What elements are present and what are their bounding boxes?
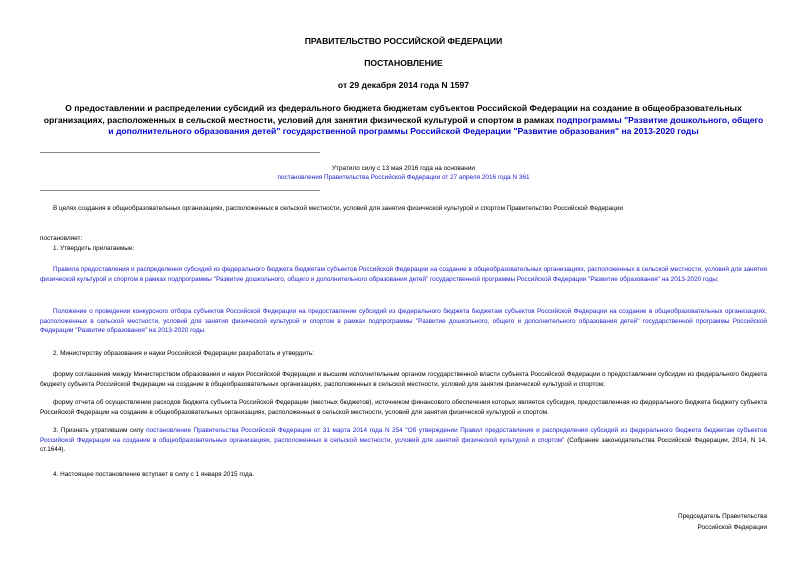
regulation-link[interactable]: Положение о проведении конкурсного отбора субъектов Российской Федерации на предоставление субсидий из федерального бюджета бюджетам субъектов Российской Федерации на создание в общеобразовательных организациях, расположенных в сельской местности, условий для занятия физической культурой и спортом в рамках подпрограммы "Развитие дошкольного, общего и дополнительного образования детей" государственной программы Российской Федерации "Развитие образования" на 2013-2020 годы. [40, 308, 767, 335]
item-3-text: 3. Признать утратившим силу [53, 427, 147, 434]
title-program-link[interactable]: подпрограммы "Развитие дошкольного, общего и дополнительного образования детей" государственной программы Российской Федерации "Развитие образования" на 2013-2020 годы [108, 114, 764, 137]
document-type: ПОСТАНОВЛЕНИЕ [364, 58, 443, 68]
title-text: О предоставлении и распределении субсидий из федерального бюджета бюджетам субъектов Российской Федерации на создание в общеобразовательных организациях, расположенных в сельской местности, условий для занятия физической культурой и спортом в рамках [43, 103, 742, 125]
intro-paragraph: В целях создания в общеобразовательных организациях, расположенных в сельской местности, условий для занятия физической культурой и спортом Правительство Российской Федерации [53, 205, 623, 212]
repealed-decree-link[interactable]: постановление Правительства Российской Федерации от 31 марта 2014 года N 254 "Об утверждении Правил предоставления и распределения субсидий из федерального бюджета бюджетам субъектов Российской Федерации на создание в общеобразовательных организациях, расположенных в сельской местности, условий для занятий физической культурой и спортом" [40, 427, 767, 444]
item-4: 4. Настоящее постановление вступает в силу с 1 января 2015 года. [53, 471, 255, 478]
document-date: от 29 декабря 2014 года N 1597 [337, 80, 470, 90]
signature-org: Российской Федерации [697, 523, 767, 531]
item-3 [40, 426, 767, 455]
signature-block [678, 512, 767, 533]
item-3-source: (Собрание законодательства Российской Федерации, 2014, N 14, ст.1644). [40, 436, 767, 454]
item-2: 2. Министерству образования и науки Российской Федерации разработать и утвердить: [53, 350, 314, 357]
repeal-note-text: Утратило силу с 13 мая 2016 года на основании [332, 165, 475, 172]
item-2-agreement-form: форму соглашения между Министерством образования и науки Российской Федерации и высшим исполнительным органом государственной власти субъекта Российской Федерации о предоставлении субсидии из федерального бюджета бюджету субъекта Российской Федерации на создание в общеобразовательных организациях, расположенных в сельской местности, условий для занятия физической культурой и спортом; [40, 371, 767, 388]
decree-word: постановляет: [40, 235, 83, 242]
repeal-note [180, 164, 627, 182]
divider-top [40, 152, 320, 153]
repeal-decree-link[interactable]: постановления Правительства Российской Федерации от 27 апреля 2016 года N 361 [277, 174, 530, 181]
divider-bottom [40, 190, 320, 191]
item-1: 1. Утвердить прилагаемые: [53, 245, 135, 252]
signature-title: Председатель Правительства [678, 513, 767, 520]
item-2-report-form: форму отчета об осуществлении расходов бюджета субъекта Российской Федерации (местных бюджетов), источником финансового обеспечения которых является субсидия, предоставленная из федерального бюджета бюджету субъекта Российской Федерации на создание в общеобразовательных организациях, расположенных в сельской местности, условий для занятия физической культурой и спортом. [40, 399, 767, 416]
rules-link[interactable]: Правила предоставления и распределения субсидий из федерального бюджета бюджетам субъектов Российской Федерации на создание в общеобразовательных организациях, расположенных в сельской местности, условий для занятия физической культурой и спортом в рамках подпрограммы "Развитие дошкольного, общего и дополнительного образования детей" государственной программы Российской Федерации "Развитие образования" на 2013-2020 годы; [40, 266, 767, 283]
government-heading: ПРАВИТЕЛЬСТВО РОССИЙСКОЙ ФЕДЕРАЦИИ [304, 36, 503, 46]
document-title [40, 103, 767, 138]
